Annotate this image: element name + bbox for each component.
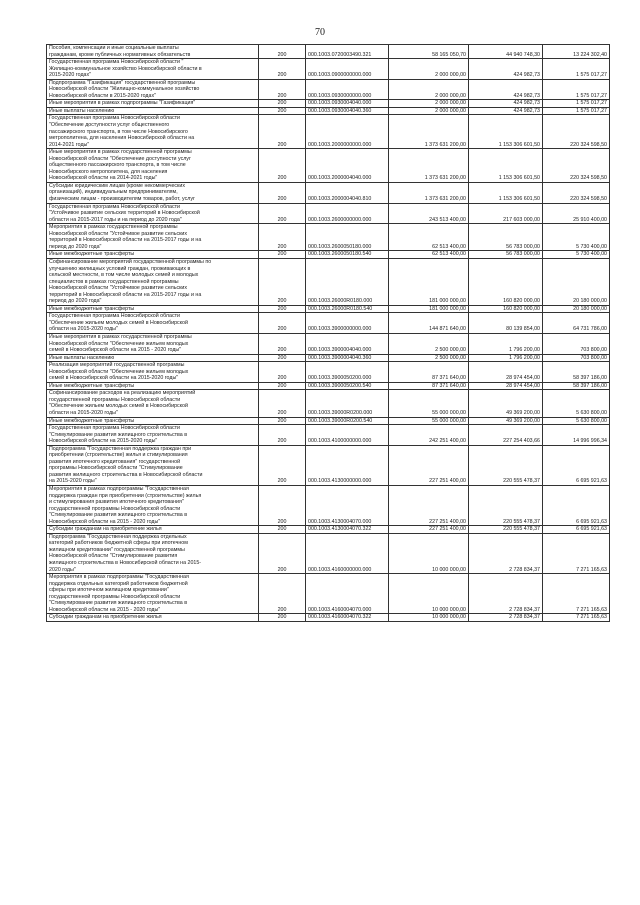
- row-name-line: Новосибирской области "Устойчивое развитие сельских: [49, 230, 188, 237]
- row-executed-cell: 2 728 834,37: [469, 533, 543, 573]
- row-grbs-cell: 200: [259, 100, 306, 108]
- row-executed-cell: 220 555 478,37: [469, 445, 543, 485]
- table-row: [47, 354, 610, 362]
- row-executed-cell: 2 728 834,37: [469, 574, 543, 614]
- row-code-cell: 000.1003.2000004040.000: [306, 149, 389, 183]
- row-executed-cell: 80 139 854,00: [469, 313, 543, 334]
- row-unexecuted-cell: 7 271 165,63: [543, 533, 610, 573]
- row-unexecuted-cell: 703 800,00: [543, 354, 610, 362]
- row-grbs-cell: 200: [259, 390, 306, 417]
- row-executed-cell: 1 153 306 601,50: [469, 115, 543, 149]
- row-unexecuted-cell: 13 224 302,40: [543, 45, 610, 59]
- row-name-cell: [47, 486, 259, 526]
- row-code-cell: 000.1003.2000000000.000: [306, 115, 389, 149]
- row-unexecuted-cell: 20 180 000,00: [543, 258, 610, 305]
- row-code-cell: 000.1003.0900000000.000: [306, 59, 389, 80]
- row-name-cell: [47, 574, 259, 614]
- row-code-cell: 000.1003.4130004070.000: [306, 486, 389, 526]
- row-name-cell: [47, 203, 259, 224]
- row-approved-cell: 1 373 631 200,00: [389, 182, 469, 203]
- row-name-line: государственной программы Новосибирской области: [49, 396, 181, 403]
- row-approved-cell: 58 165 050,70: [389, 45, 469, 59]
- row-name-cell: [47, 425, 259, 446]
- row-grbs-cell: 200: [259, 526, 306, 534]
- row-name-cell: [47, 45, 259, 59]
- table-row: [47, 445, 610, 485]
- row-name-line: Субсидии гражданам на приобретение жилья: [49, 614, 162, 621]
- row-name-line: Новосибирской области "Обеспечение жильем молодых: [49, 340, 189, 347]
- row-unexecuted-cell: 20 180 000,00: [543, 305, 610, 313]
- row-name-line: Пособия, компенсации и иные социальные выплаты: [49, 45, 179, 51]
- row-unexecuted-cell: 1 575 017,27: [543, 107, 610, 115]
- row-name-line: Подпрограмма "Государственная поддержка отдельных: [49, 533, 187, 540]
- row-executed-cell: 227 254 403,66: [469, 425, 543, 446]
- row-unexecuted-cell: 64 731 786,00: [543, 313, 610, 334]
- row-grbs-cell: 200: [259, 115, 306, 149]
- row-name-cell: [47, 251, 259, 259]
- row-code-cell: 000.1003.0930004040.000: [306, 100, 389, 108]
- row-approved-cell: 243 513 400,00: [389, 203, 469, 224]
- table-row: [47, 149, 610, 183]
- row-unexecuted-cell: 58 397 186,00: [543, 362, 610, 383]
- row-unexecuted-cell: 220 324 598,50: [543, 115, 610, 149]
- row-name-line: развития жилищного строительства в Новосибирской области: [49, 471, 203, 478]
- row-executed-cell: 44 940 748,30: [469, 45, 543, 59]
- row-name-cell: [47, 533, 259, 573]
- row-approved-cell: 227 251 400,00: [389, 526, 469, 534]
- row-executed-cell: 1 796 200,00: [469, 354, 543, 362]
- table-row: [47, 79, 610, 100]
- table-row: [47, 362, 610, 383]
- row-name-line: программы Новосибирской области "Стимулирование: [49, 465, 183, 472]
- row-grbs-cell: 200: [259, 382, 306, 390]
- row-approved-cell: 2 000 000,00: [389, 79, 469, 100]
- row-name-line: Иные выплаты населению: [49, 107, 115, 114]
- row-name-line: Подпрограмма "Государственная поддержка граждан при: [49, 445, 192, 452]
- row-grbs-cell: 200: [259, 425, 306, 446]
- row-name-line: государственной программы Новосибирской области: [49, 505, 181, 512]
- row-name-cell: [47, 417, 259, 425]
- row-name-line: "Стимулирование развития жилищного строительства в: [49, 431, 188, 438]
- row-name-line: период до 2020 года": [49, 243, 102, 250]
- row-approved-cell: 10 000 000,00: [389, 533, 469, 573]
- row-code-cell: 000.1003.0930004040.360: [306, 107, 389, 115]
- row-code-cell: 000.1003.26000R0180.540: [306, 305, 389, 313]
- table-row: [47, 417, 610, 425]
- row-grbs-cell: 200: [259, 305, 306, 313]
- row-unexecuted-cell: 5 630 800,00: [543, 390, 610, 417]
- row-name-line: Новосибирской области "Стимулирование развития: [49, 553, 178, 560]
- row-name-line: Иные межбюджетные трансферты: [49, 251, 135, 258]
- table-row: [47, 182, 610, 203]
- row-name-line: области на 2015-2020 годы": [49, 409, 118, 416]
- row-name-line: Подпрограмма "Газификация" государственной программы: [49, 79, 196, 86]
- row-code-cell: 000.1003.4100000000.000: [306, 425, 389, 446]
- row-name-line: Мероприятия в рамках государственной программы: [49, 224, 178, 231]
- row-name-line: Софинансирование расходов на реализацию мероприятий: [49, 390, 196, 397]
- row-name-line: общественного пассажирского транспорта, в том числе: [49, 162, 186, 169]
- row-approved-cell: 2 500 000,00: [389, 354, 469, 362]
- row-name-line: Государственная программа Новосибирской области ": [49, 59, 184, 66]
- row-name-cell: [47, 107, 259, 115]
- table-row: [47, 305, 610, 313]
- row-grbs-cell: 200: [259, 149, 306, 183]
- row-grbs-cell: 200: [259, 574, 306, 614]
- row-name-cell: [47, 59, 259, 80]
- table-row: [47, 107, 610, 115]
- row-grbs-cell: 200: [259, 59, 306, 80]
- row-grbs-cell: 200: [259, 445, 306, 485]
- row-grbs-cell: 200: [259, 258, 306, 305]
- table-row: [47, 382, 610, 390]
- table-row: [47, 100, 610, 108]
- row-name-cell: [47, 526, 259, 534]
- row-name-line: Иные выплаты населению: [49, 354, 115, 361]
- row-approved-cell: 242 251 400,00: [389, 425, 469, 446]
- row-name-line: физическим лицам - производителям товаров, работ, услуг: [49, 196, 195, 203]
- row-executed-cell: 49 369 200,00: [469, 417, 543, 425]
- row-grbs-cell: 200: [259, 79, 306, 100]
- row-name-cell: [47, 333, 259, 354]
- row-name-line: Государственная программа Новосибирской области: [49, 115, 180, 122]
- row-name-line: Иные мероприятия в рамках государственной программы: [49, 333, 192, 340]
- row-name-line: "Стимулирование развития жилищного строительства в: [49, 600, 188, 607]
- row-unexecuted-cell: 6 695 921,63: [543, 486, 610, 526]
- row-name-line: метрополитена, для населения Новосибирской области на: [49, 135, 195, 142]
- row-name-line: приобретении (строительстве) жилья и стимулирования: [49, 452, 188, 459]
- row-executed-cell: 56 783 000,00: [469, 251, 543, 259]
- row-executed-cell: 424 982,73: [469, 100, 543, 108]
- row-name-line: Новосибирской области на 2015 - 2020 годы": [49, 606, 161, 613]
- row-grbs-cell: 200: [259, 486, 306, 526]
- row-code-cell: 000.1003.26000R0180.000: [306, 258, 389, 305]
- row-executed-cell: 56 783 000,00: [469, 224, 543, 251]
- row-approved-cell: 62 513 400,00: [389, 251, 469, 259]
- row-unexecuted-cell: 1 575 017,27: [543, 79, 610, 100]
- table-row: [47, 313, 610, 334]
- row-grbs-cell: 200: [259, 313, 306, 334]
- row-approved-cell: 181 000 000,00: [389, 305, 469, 313]
- row-name-line: 2020 годы": [49, 566, 76, 573]
- row-executed-cell: 220 555 478,37: [469, 486, 543, 526]
- table-row: [47, 224, 610, 251]
- row-executed-cell: 1 153 306 601,50: [469, 149, 543, 183]
- row-name-line: семей в Новосибирской области на 2015-2020 годы": [49, 375, 179, 382]
- row-name-line: пассажирского транспорта, в том числе Новосибирского: [49, 128, 188, 135]
- row-name-line: поддержка граждан при приобретении (строительстве) жилья: [49, 492, 202, 499]
- row-approved-cell: 87 371 640,00: [389, 362, 469, 383]
- table-row: [47, 425, 610, 446]
- row-name-line: Иные мероприятия в рамках государственной программы: [49, 149, 192, 156]
- table-row: [47, 614, 610, 622]
- row-name-line: Новосибирской области "Обеспечение доступности услуг: [49, 155, 191, 162]
- row-code-cell: 000.1003.3900050200.540: [306, 382, 389, 390]
- row-name-line: Софинансирование мероприятий государственной программы по: [49, 258, 212, 265]
- row-approved-cell: 1 373 631 200,00: [389, 149, 469, 183]
- row-code-cell: 000.1003.39000R0200.000: [306, 390, 389, 417]
- row-name-cell: [47, 390, 259, 417]
- row-executed-cell: 28 974 454,00: [469, 382, 543, 390]
- row-name-line: "Обеспечение жильем молодых семей в Новосибирской: [49, 403, 188, 410]
- row-approved-cell: 227 251 400,00: [389, 445, 469, 485]
- row-name-line: территорий в Новосибирской области на 2015-2017 годы и на: [49, 237, 202, 244]
- row-code-cell: 000.1003.3900004040.000: [306, 333, 389, 354]
- row-name-line: жилищного строительства в Новосибирской области на 2015-: [49, 560, 202, 567]
- row-name-line: Иные межбюджетные трансферты: [49, 382, 135, 389]
- row-name-line: Новосибирского метрополитена, для населения: [49, 168, 168, 175]
- row-grbs-cell: 200: [259, 354, 306, 362]
- row-unexecuted-cell: 5 630 800,00: [543, 417, 610, 425]
- row-grbs-cell: 200: [259, 107, 306, 115]
- row-unexecuted-cell: 6 695 921,63: [543, 445, 610, 485]
- row-name-line: Мероприятия в рамках подпрограммы "Государственная: [49, 574, 189, 581]
- row-code-cell: 000.1003.3900000000.000: [306, 313, 389, 334]
- row-code-cell: 000.1003.3900004040.360: [306, 354, 389, 362]
- row-executed-cell: 217 603 000,00: [469, 203, 543, 224]
- row-name-line: развития ипотечного кредитования" государственной: [49, 458, 181, 465]
- row-approved-cell: 2 000 000,00: [389, 59, 469, 80]
- row-code-cell: 000.1003.0720003490.321: [306, 45, 389, 59]
- row-name-line: Государственная программа Новосибирской области: [49, 313, 180, 320]
- row-name-line: улучшению жилищных условий граждан, проживающих в: [49, 265, 191, 272]
- row-code-cell: 000.1003.39000R0200.540: [306, 417, 389, 425]
- row-name-line: 2015-2020 годах": [49, 72, 92, 79]
- row-name-line: Жилищно-коммунальное хозяйство Новосибирской области в: [49, 65, 202, 72]
- row-name-line: семей в Новосибирской области на 2015 - 2020 годы": [49, 347, 182, 354]
- row-name-line: Новосибирской области "Устойчивое развитие сельских: [49, 285, 188, 292]
- row-approved-cell: 181 000 000,00: [389, 258, 469, 305]
- row-name-cell: [47, 362, 259, 383]
- table-row: [47, 574, 610, 614]
- row-name-line: 2014-2021 годы": [49, 141, 90, 148]
- row-name-cell: [47, 258, 259, 305]
- row-name-line: Новосибирской области на 2014-2021 годы": [49, 175, 158, 182]
- table-row: [47, 115, 610, 149]
- row-approved-cell: 62 513 400,00: [389, 224, 469, 251]
- row-name-line: "Обеспечение доступности услуг общественного: [49, 122, 170, 129]
- row-executed-cell: 424 982,73: [469, 107, 543, 115]
- row-name-line: поддержка отдельных категорий работников бюджетной: [49, 580, 188, 587]
- row-grbs-cell: 200: [259, 614, 306, 622]
- row-unexecuted-cell: 220 324 598,50: [543, 149, 610, 183]
- row-unexecuted-cell: 7 271 165,63: [543, 614, 610, 622]
- row-approved-cell: 55 000 000,00: [389, 417, 469, 425]
- row-name-cell: [47, 149, 259, 183]
- row-unexecuted-cell: 5 730 400,00: [543, 251, 610, 259]
- row-name-line: Мероприятия в рамках подпрограммы "Государственная: [49, 486, 189, 492]
- table-row: [47, 203, 610, 224]
- table-row: [47, 390, 610, 417]
- table-row: [47, 533, 610, 573]
- row-name-line: "Стимулирование развития жилищного строительства в: [49, 512, 188, 519]
- row-name-cell: [47, 614, 259, 622]
- row-approved-cell: 1 373 631 200,00: [389, 115, 469, 149]
- row-executed-cell: 1 153 306 601,50: [469, 182, 543, 203]
- row-code-cell: 000.1003.4160004070.000: [306, 574, 389, 614]
- row-name-line: Иные межбюджетные трансферты: [49, 305, 135, 312]
- row-unexecuted-cell: 1 575 017,27: [543, 100, 610, 108]
- row-code-cell: 000.1003.4160004070.322: [306, 614, 389, 622]
- row-executed-cell: 49 369 200,00: [469, 390, 543, 417]
- row-name-line: "Устойчивое развитие сельских территорий в Новосибирской: [49, 210, 200, 217]
- table-row: [47, 251, 610, 259]
- row-executed-cell: 1 796 200,00: [469, 333, 543, 354]
- row-approved-cell: 144 871 640,00: [389, 313, 469, 334]
- row-name-line: территорий в Новосибирской области на 2015-2017 годы и на: [49, 291, 202, 298]
- row-name-line: Новосибирской области на 2015-2020 годы": [49, 438, 158, 445]
- row-name-cell: [47, 224, 259, 251]
- row-approved-cell: 227 251 400,00: [389, 486, 469, 526]
- row-name-line: и стимулирования развития ипотечного кредитования": [49, 499, 184, 506]
- row-name-line: сельской местности, в том числе молодых семей и молодых: [49, 272, 199, 279]
- row-name-line: Субсидии юридическим лицам (кроме некоммерческих: [49, 182, 185, 189]
- row-grbs-cell: 200: [259, 224, 306, 251]
- row-approved-cell: 2 000 000,00: [389, 100, 469, 108]
- row-name-line: "Обеспечение жильем молодых семей в Новосибирской: [49, 319, 188, 326]
- row-grbs-cell: 200: [259, 417, 306, 425]
- row-unexecuted-cell: 1 575 017,27: [543, 59, 610, 80]
- row-name-line: Государственная программа Новосибирской области: [49, 425, 180, 432]
- row-executed-cell: 424 982,73: [469, 79, 543, 100]
- row-name-line: период до 2020 года": [49, 298, 102, 305]
- row-name-line: области на 2015-2017 годы и на период до 2020 года": [49, 216, 182, 223]
- row-approved-cell: 87 371 640,00: [389, 382, 469, 390]
- row-unexecuted-cell: 58 397 186,00: [543, 382, 610, 390]
- row-name-line: Государственная программа Новосибирской области: [49, 203, 180, 210]
- row-name-line: государственной программы Новосибирской области: [49, 593, 181, 600]
- row-executed-cell: 160 820 000,00: [469, 305, 543, 313]
- row-unexecuted-cell: 7 271 165,63: [543, 574, 610, 614]
- row-executed-cell: 424 982,73: [469, 59, 543, 80]
- row-name-cell: [47, 100, 259, 108]
- row-grbs-cell: 200: [259, 203, 306, 224]
- row-grbs-cell: 200: [259, 251, 306, 259]
- row-code-cell: 000.1003.4130000000.000: [306, 445, 389, 485]
- row-name-line: Иные межбюджетные трансферты: [49, 417, 135, 424]
- row-name-cell: [47, 382, 259, 390]
- row-unexecuted-cell: 5 730 400,00: [543, 224, 610, 251]
- row-name-cell: [47, 305, 259, 313]
- row-name-line: Новосибирской области на 2015 - 2020 годы": [49, 518, 161, 525]
- row-name-line: области на 2015-2020 годы": [49, 326, 118, 333]
- row-grbs-cell: 200: [259, 333, 306, 354]
- row-executed-cell: 2 728 834,37: [469, 614, 543, 622]
- row-approved-cell: 55 000 000,00: [389, 390, 469, 417]
- row-approved-cell: 10 000 000,00: [389, 574, 469, 614]
- row-name-line: Новосибирской области "Обеспечение жильем молодых: [49, 368, 189, 375]
- row-code-cell: 000.1003.2600050180.000: [306, 224, 389, 251]
- page-number: 70: [315, 27, 325, 38]
- table-row: [47, 258, 610, 305]
- row-name-cell: [47, 182, 259, 203]
- row-name-line: организаций), индивидуальным предпринимателям,: [49, 189, 178, 196]
- row-code-cell: 000.1003.2600000000.000: [306, 203, 389, 224]
- row-name-line: сферы при ипотечном жилищном кредитовании": [49, 587, 169, 594]
- row-name-line: Новосибирской области в 2015-2020 годах": [49, 92, 157, 99]
- table-row: [47, 333, 610, 354]
- row-name-cell: [47, 115, 259, 149]
- row-name-line: Субсидии гражданам на приобретение жилья: [49, 526, 162, 533]
- row-grbs-cell: 200: [259, 362, 306, 383]
- row-name-cell: [47, 354, 259, 362]
- row-name-line: Иные мероприятия в рамках подпрограммы "Газификация": [49, 100, 196, 107]
- row-unexecuted-cell: 220 324 598,50: [543, 182, 610, 203]
- row-approved-cell: 2 000 000,00: [389, 107, 469, 115]
- row-name-line: специалистов в рамках государственной программы: [49, 278, 179, 285]
- row-code-cell: 000.1003.4160000000.000: [306, 533, 389, 573]
- row-grbs-cell: 200: [259, 182, 306, 203]
- row-executed-cell: 160 820 000,00: [469, 258, 543, 305]
- row-name-line: категорий работников бюджетной сферы при ипотечном: [49, 540, 188, 547]
- row-name-line: Новосибирской области "Жилищно-коммунальное хозяйство: [49, 86, 200, 93]
- row-name-cell: [47, 445, 259, 485]
- row-code-cell: 000.1003.2000004040.810: [306, 182, 389, 203]
- table-row: [47, 526, 610, 534]
- row-unexecuted-cell: 25 910 400,00: [543, 203, 610, 224]
- row-approved-cell: 10 000 000,00: [389, 614, 469, 622]
- row-grbs-cell: 200: [259, 45, 306, 59]
- row-name-cell: [47, 313, 259, 334]
- table-row: [47, 486, 610, 526]
- row-name-line: Реализация мероприятий государственной программы: [49, 362, 185, 369]
- row-approved-cell: 2 500 000,00: [389, 333, 469, 354]
- row-name-line: гражданам, кроме публичных нормативных обязательств: [49, 51, 191, 58]
- row-unexecuted-cell: 14 996 996,34: [543, 425, 610, 446]
- row-name-line: на 2015-2020 годы": [49, 478, 97, 485]
- table-row: [47, 59, 610, 80]
- row-name-cell: [47, 79, 259, 100]
- row-executed-cell: 220 555 478,37: [469, 526, 543, 534]
- budget-execution-table: [46, 44, 610, 622]
- row-unexecuted-cell: 703 800,00: [543, 333, 610, 354]
- row-code-cell: 000.1003.0930000000.000: [306, 79, 389, 100]
- row-code-cell: 000.1003.3900050200.000: [306, 362, 389, 383]
- table-row: [47, 45, 610, 59]
- row-grbs-cell: 200: [259, 533, 306, 573]
- row-code-cell: 000.1003.4130004070.322: [306, 526, 389, 534]
- row-unexecuted-cell: 6 695 921,63: [543, 526, 610, 534]
- row-name-line: жилищном кредитовании" государственной программы: [49, 546, 185, 553]
- row-code-cell: 000.1003.2600050180.540: [306, 251, 389, 259]
- row-executed-cell: 28 974 454,00: [469, 362, 543, 383]
